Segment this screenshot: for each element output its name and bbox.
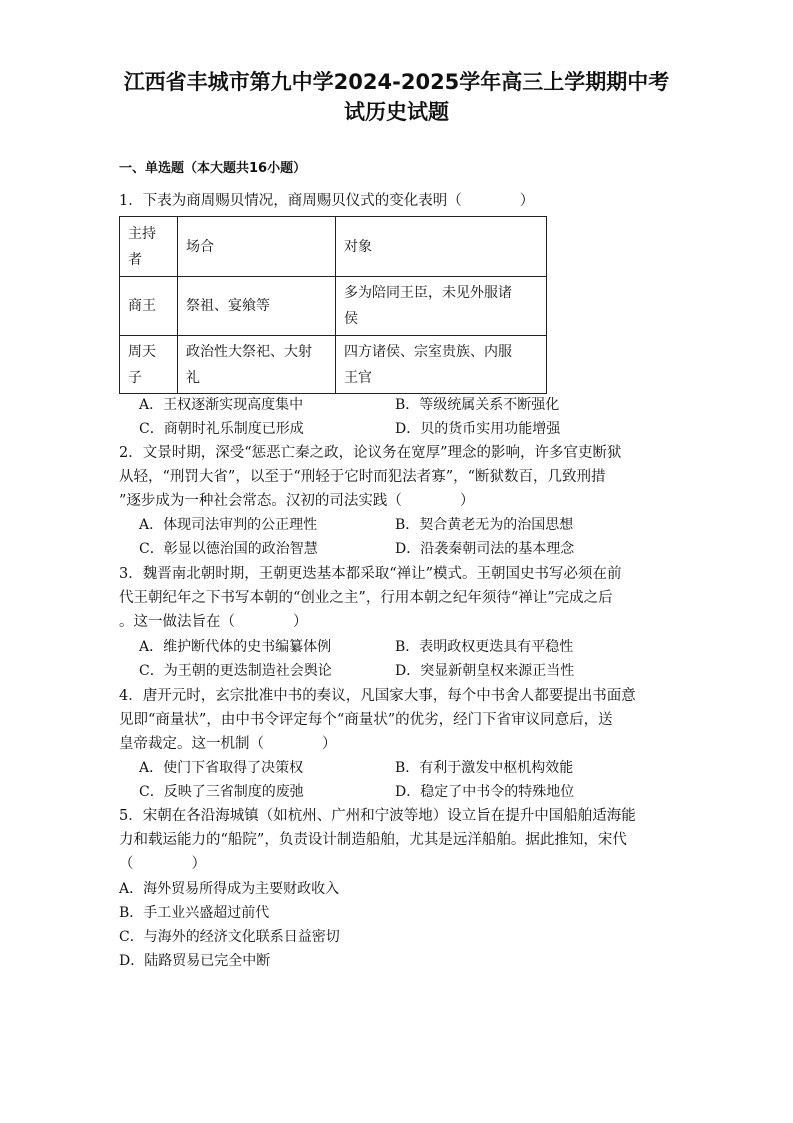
q4-stem-line: 皇帝裁定。这一机制（ ） [119, 736, 337, 752]
q5-stem-line: 5．宋朝在各沿海城镇（如杭州、广州和宁波等地）设立旨在提升中国船舶适海能 [119, 808, 636, 824]
table-cell: 四方诸侯、宗室贵族、内服 王官 [336, 336, 547, 394]
q3-stem-line: 3．魏晋南北朝时期，王朝更迭基本都采取“禅让”模式。王朝国史书写必须在前 [119, 566, 622, 582]
q3-stem-line: 代王朝纪年之下书写本朝的“创业之主”，行用本朝之纪年须待“禅让”完成之后 [119, 590, 613, 606]
q5-option-c[interactable]: C．与海外的经济文化联系日益密切 [119, 929, 340, 945]
q2-stem-line: ”逐步成为一种社会常态。汉初的司法实践（ ） [119, 493, 475, 509]
table-header-cell: 场合 [178, 217, 336, 277]
q2-option-c[interactable]: C．彰显以德治国的政治智慧 [139, 541, 318, 557]
q2-stem-line: 从轻，“刑罚大省”，以至于“刑轻于它时而犯法者寡”，“断狱数百，几致刑措 [119, 469, 606, 485]
q1-table [119, 216, 547, 394]
q3-option-c[interactable]: C．为王朝的更迭制造社会舆论 [139, 663, 332, 679]
table-cell: 祭祖、宴飨等 [178, 277, 336, 336]
table-row [120, 336, 547, 394]
q2-stem-line: 2．文景时期，深受“惩恶亡秦之政，论议务在宽厚”理念的影响，许多官吏断狱 [119, 445, 622, 461]
table-cell: 商王 [120, 277, 178, 336]
page-title-line2: 试历史试题 [344, 100, 449, 124]
q3-option-d[interactable]: D．突显新朝皇权来源正当性 [395, 663, 575, 679]
q5-stem-line: （ ） [119, 856, 206, 872]
table-row [120, 277, 547, 336]
q4-option-d[interactable]: D．稳定了中书令的特殊地位 [395, 784, 575, 800]
table-cell: 周天 子 [120, 336, 178, 394]
q2-option-d[interactable]: D．沿袭秦朝司法的基本理念 [395, 541, 575, 557]
table-header-row [120, 217, 547, 277]
page-title-line1: 江西省丰城市第九中学2024-2025学年高三上学期期中考 [123, 70, 670, 94]
table-header-cell: 主持 者 [120, 217, 178, 277]
table-cell: 政治性大祭祀、大射 礼 [178, 336, 336, 394]
q5-stem-line: 力和载运能力的“船院”，负责设计制造船舶，尤其是远洋船舶。据此推知，宋代 [119, 832, 627, 848]
section-heading: 一、单选题（本大题共16小题） [119, 161, 307, 176]
q3-option-b[interactable]: B．表明政权更迭具有平稳性 [395, 639, 574, 655]
q5-option-a[interactable]: A．海外贸易所得成为主要财政收入 [119, 881, 340, 897]
q3-stem-line: 。这一做法旨在（ ） [119, 614, 308, 630]
q4-option-b[interactable]: B．有利于激发中枢机构效能 [395, 760, 574, 776]
table-cell: 多为陪同王臣，未见外服诸 侯 [336, 277, 547, 336]
q4-option-a[interactable]: A．使门下省取得了决策权 [139, 760, 304, 776]
q2-option-b[interactable]: B．契合黄老无为的治国思想 [395, 517, 574, 533]
q5-option-d[interactable]: D．陆路贸易已完全中断 [119, 953, 271, 969]
q1-option-c[interactable]: C．商朝时礼乐制度已形成 [139, 421, 304, 437]
q4-stem-line: 见即“商量状”，由中书令评定每个“商量状”的优劣，经门下省审议同意后，送 [119, 712, 613, 728]
q5-option-b[interactable]: B．手工业兴盛超过前代 [119, 905, 270, 921]
q2-option-a[interactable]: A．体现司法审判的公正理性 [139, 517, 318, 533]
q4-stem-line: 4．唐开元时，玄宗批准中书的奏议，凡国家大事，每个中书舍人都要提出书面意 [119, 688, 636, 704]
q1-option-b[interactable]: B．等级统属关系不断强化 [395, 397, 560, 413]
q1-option-a[interactable]: A．王权逐渐实现高度集中 [139, 397, 304, 413]
q1-option-d[interactable]: D．贝的货币实用功能增强 [395, 421, 561, 437]
q4-option-c[interactable]: C．反映了三省制度的废弛 [139, 784, 304, 800]
table-header-cell: 对象 [336, 217, 547, 277]
q1-stem: 1．下表为商周赐贝情况，商周赐贝仪式的变化表明（ ） [119, 193, 535, 209]
q3-option-a[interactable]: A．维护断代体的史书编纂体例 [139, 639, 332, 655]
